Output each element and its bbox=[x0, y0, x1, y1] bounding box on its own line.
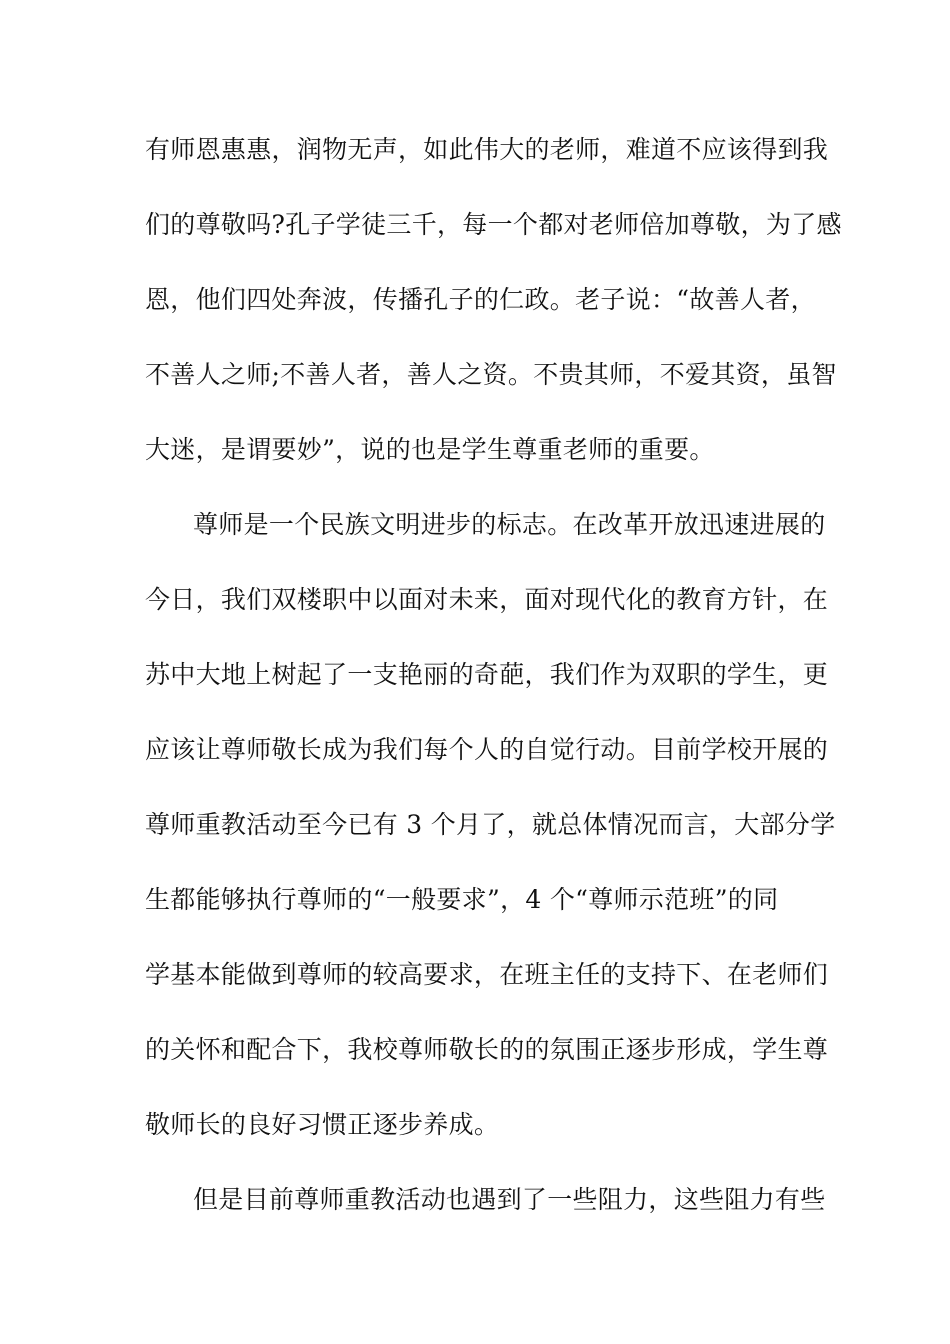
text-line: 敬师长的良好习惯正逐步养成。 bbox=[145, 1110, 500, 1139]
text-line: 应该让尊师敬长成为我们每个人的自觉行动。目前学校开展的 bbox=[145, 735, 829, 764]
text-line: 大迷，是谓要妙”，说的也是学生尊重老师的重要。 bbox=[145, 435, 715, 464]
text-line: 们的尊敬吗?孔子学徒三千，每一个都对老师倍加尊敬，为了感 bbox=[145, 210, 842, 239]
paragraph-first-line: 但是目前尊师重教活动也遇到了一些阻力，这些阻力有些 bbox=[193, 1185, 826, 1214]
text-line: 今日，我们双楼职中以面对未来，面对现代化的教育方针，在 bbox=[145, 585, 829, 614]
text-line: 有师恩惠惠，润物无声，如此伟大的老师，难道不应该得到我 bbox=[145, 135, 829, 164]
text-line: 不善人之师;不善人者，善人之资。不贵其师，不爱其资，虽智 bbox=[145, 360, 837, 389]
text-line: 恩，他们四处奔波，传播孔子的仁政。老子说：“故善人者， bbox=[145, 285, 816, 314]
text-line: 尊师重教活动至今已有 3 个月了，就总体情况而言，大部分学 bbox=[145, 810, 836, 839]
text-line: 学基本能做到尊师的较高要求，在班主任的支持下、在老师们 bbox=[145, 960, 829, 989]
text-line: 苏中大地上树起了一支艳丽的奇葩，我们作为双职的学生，更 bbox=[145, 660, 829, 689]
text-line: 生都能够执行尊师的“一般要求”，4 个“尊师示范班”的同 bbox=[145, 885, 779, 914]
text-line: 的关怀和配合下，我校尊师敬长的的氛围正逐步形成，学生尊 bbox=[145, 1035, 829, 1064]
paragraph-first-line: 尊师是一个民族文明进步的标志。在改革开放迅速进展的 bbox=[193, 510, 826, 539]
